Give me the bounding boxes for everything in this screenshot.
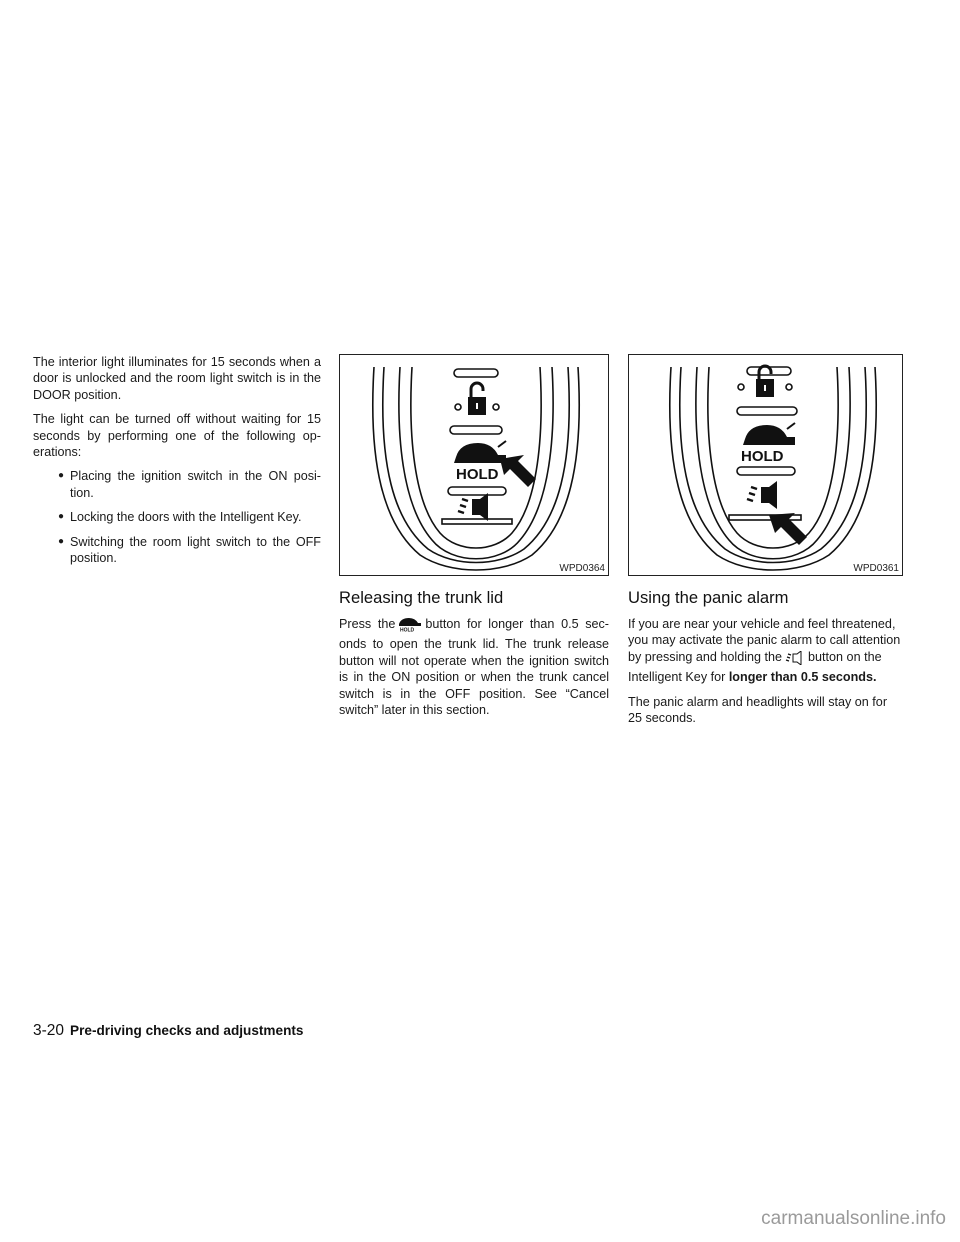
panic-paragraph-2: The panic alarm and headlights will stay on for 25 seconds.	[628, 694, 888, 726]
key-fob-illustration	[629, 355, 902, 575]
bullet-icon: ●	[58, 535, 65, 547]
panic-paragraph-1: If you are near your vehicle and feel threatened, you may activate the panic alarm to call attention by pressing and holding the button on the Intelligent Key for longer than 0.5 seconds.	[628, 617, 901, 685]
figure-code: WPD0361	[853, 563, 899, 574]
key-fob-figure-panic	[628, 354, 903, 576]
bullet-icon: ●	[58, 470, 65, 482]
panic-button-icon	[784, 651, 806, 669]
unlock-icon	[468, 383, 486, 415]
svg-text:HOLD: HOLD	[400, 627, 415, 632]
list-item: ● Switching the room light switch to the OFF position.	[58, 534, 321, 566]
intro-paragraph-2: The light can be turned off without waiting for 15 seconds by performing one of the following op-erations:	[33, 412, 321, 460]
intro-paragraph-1: The interior light illuminates for 15 seconds when a door is unlocked and the room light switch is in the DOOR position.	[33, 355, 321, 402]
section-heading-trunk: Releasing the trunk lid	[339, 588, 504, 607]
section-heading-panic: Using the panic alarm	[628, 588, 789, 607]
panic-icon	[458, 493, 488, 521]
hold-label: HOLD	[741, 448, 784, 465]
trunk-button-icon	[397, 616, 423, 636]
trunk-paragraph: Press the HOLD button for longer than 0.5 sec-onds to open the trunk lid. The trunk release button will not operate when the ignition switch is in the ON position or when the trunk cancel switch is in the OFF position. See “Cancel switch” later in this section.	[339, 617, 609, 718]
page-footer	[33, 1022, 303, 1040]
list-item: ● Placing the ignition switch in the ON posi-tion.	[58, 469, 321, 500]
arrow-icon	[500, 455, 536, 487]
panic-icon	[747, 481, 777, 509]
trunk-column	[339, 354, 609, 726]
key-fob-illustration	[340, 355, 608, 575]
figure-code: WPD0364	[559, 563, 605, 574]
hold-label: HOLD	[456, 466, 499, 483]
operations-list	[33, 468, 321, 566]
panic-column	[628, 354, 903, 734]
unlock-icon	[756, 366, 774, 397]
page-number: 3-20	[33, 1022, 65, 1039]
watermark: carmanualsonline.info	[761, 1208, 946, 1229]
key-fob-figure-trunk	[339, 354, 609, 576]
chapter-title: Pre-driving checks and adjustments	[70, 1023, 304, 1038]
intro-column	[33, 354, 321, 574]
trunk-icon	[743, 423, 795, 445]
bullet-icon: ●	[58, 511, 65, 523]
bold-duration: longer than 0.5 seconds.	[728, 670, 877, 685]
trunk-icon	[454, 441, 506, 463]
list-item: ● Locking the doors with the Intelligent Key.	[58, 510, 302, 525]
